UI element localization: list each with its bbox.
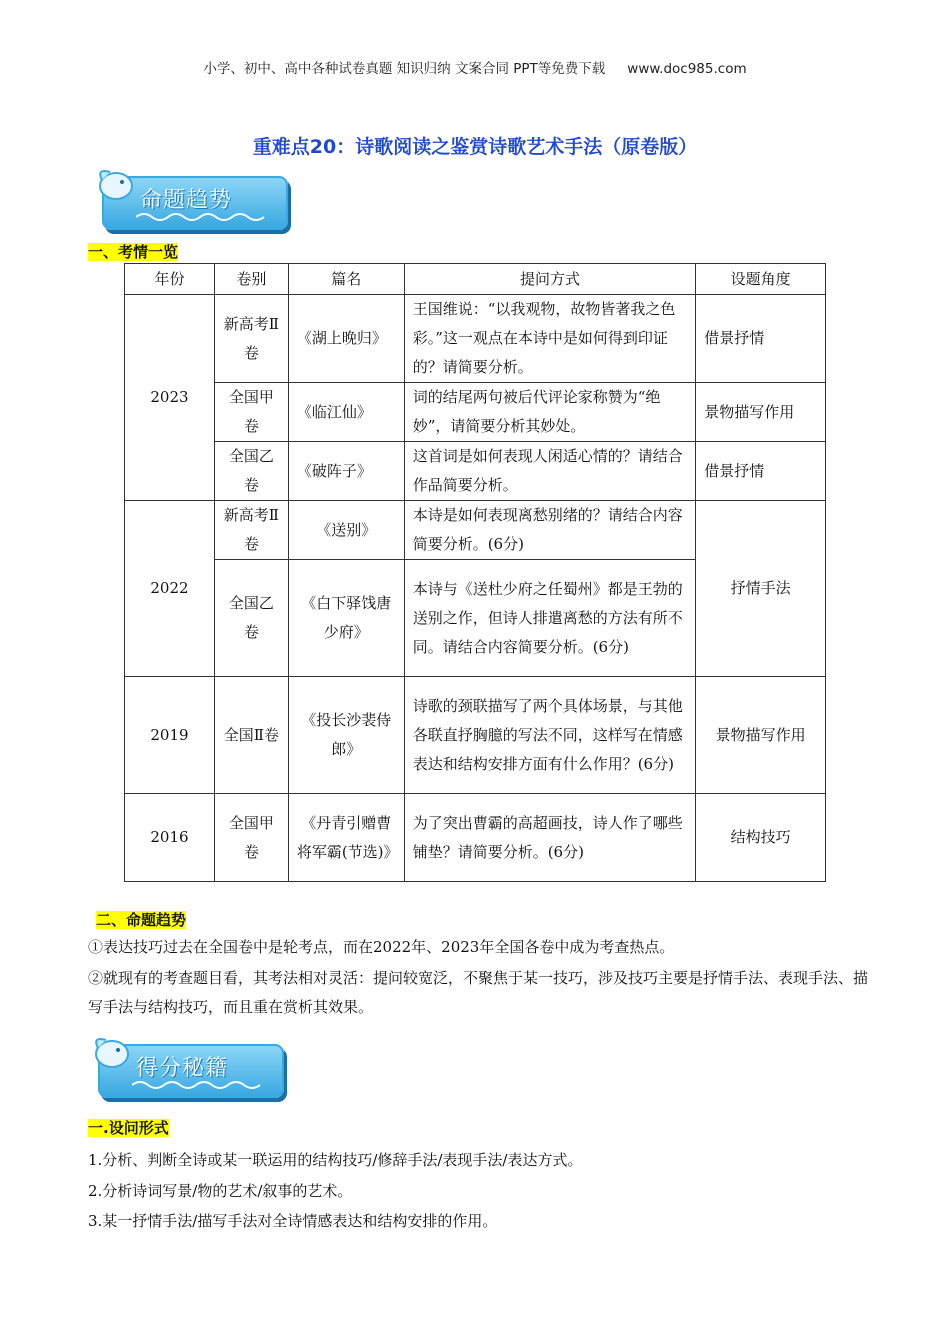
cell-paper: 新高考Ⅱ卷 <box>214 295 288 383</box>
form-item: 2.分析诗词写景/物的艺术/叙事的艺术。 <box>88 1182 353 1200</box>
cell-paper: 全国甲卷 <box>214 794 288 882</box>
cell-question: 这首词是如何表现人闲适心情的？请结合作品简要分析。 <box>404 442 696 501</box>
cell-angle: 景物描写作用 <box>696 677 826 794</box>
table-row <box>125 794 826 882</box>
cell-question: 本诗与《送杜少府之任蜀州》都是王勃的送别之作，但诗人排遣离愁的方法有所不同。请结合内容简要分析。(6分) <box>404 560 696 677</box>
cell-angle: 景物描写作用 <box>696 383 826 442</box>
table-row <box>125 442 826 501</box>
header-year: 年份 <box>125 264 215 295</box>
table-row <box>125 383 826 442</box>
cell-paper: 全国Ⅱ卷 <box>214 677 288 794</box>
banner-label: 命题趋势 <box>140 188 233 213</box>
header-title: 篇名 <box>288 264 404 295</box>
cell-angle: 借景抒情 <box>696 295 826 383</box>
page-title: 重难点20：诗歌阅读之鉴赏诗歌艺术手法（原卷版） <box>252 136 698 158</box>
cell-question: 为了突出曹霸的高超画技，诗人作了哪些铺垫？请简要分析。(6分) <box>404 794 696 882</box>
banner-label: 得分秘籍 <box>136 1056 229 1081</box>
cell-title: 《湖上晚归》 <box>288 295 404 383</box>
cell-question: 诗歌的颈联描写了两个具体场景，与其他各联直抒胸臆的写法不同，这样写在情感表达和结构安排方面有什么作用？(6分) <box>404 677 696 794</box>
cell-question: 词的结尾两句被后代评论家称赞为“绝妙”，请简要分析其妙处。 <box>404 383 696 442</box>
cell-year: 2023 <box>125 295 215 501</box>
wave-icon <box>136 211 276 223</box>
trend-item: ②就现有的考查题目看，其考法相对灵活：提问较宽泛，不聚焦于某一技巧，涉及技巧主要是抒情手法、表现手法、描写手法与结构技巧，而且重在赏析其效果。 <box>88 969 869 1016</box>
cell-paper: 新高考Ⅱ卷 <box>214 501 288 560</box>
table-row <box>125 295 826 383</box>
form-item: 3.某一抒情手法/描写手法对全诗情感表达和结构安排的作用。 <box>88 1212 498 1230</box>
table-header-row <box>125 264 826 295</box>
section-heading-forms: 一.设问形式 <box>88 1119 169 1137</box>
cell-title: 《临江仙》 <box>288 383 404 442</box>
cell-title: 《白下驿饯唐少府》 <box>288 560 404 677</box>
header-question: 提问方式 <box>404 264 696 295</box>
banner-tips <box>92 1036 292 1106</box>
header-angle: 设题角度 <box>696 264 826 295</box>
cell-title: 《投长沙裴侍郎》 <box>288 677 404 794</box>
cell-title: 《丹青引赠曹将军霸(节选)》 <box>288 794 404 882</box>
cell-paper: 全国乙卷 <box>214 442 288 501</box>
cell-angle: 结构技巧 <box>696 794 826 882</box>
cell-title: 《送别》 <box>288 501 404 560</box>
cell-year: 2022 <box>125 501 215 677</box>
cell-year: 2019 <box>125 677 215 794</box>
cell-paper: 全国乙卷 <box>214 560 288 677</box>
header-url: www.doc985.com <box>627 61 747 77</box>
exam-table <box>124 263 826 882</box>
cell-year: 2016 <box>125 794 215 882</box>
cell-angle: 借景抒情 <box>696 442 826 501</box>
header-paper: 卷别 <box>214 264 288 295</box>
wave-icon <box>132 1079 272 1091</box>
form-item: 1.分析、判断全诗或某一联运用的结构技巧/修辞手法/表现手法/表达方式。 <box>88 1151 583 1169</box>
cell-question: 王国维说：“以我观物，故物皆著我之色彩。”这一观点在本诗中是如何得到印证的？请简要分析。 <box>404 295 696 383</box>
cell-paper: 全国甲卷 <box>214 383 288 442</box>
dolphin-icon <box>88 1028 140 1080</box>
section-heading-trend: 二、命题趋势 <box>96 911 187 929</box>
dolphin-icon <box>92 160 144 212</box>
header-text: 小学、初中、高中各种试卷真题 知识归纳 文案合同 PPT等免费下载 <box>203 61 606 77</box>
section-heading-overview: 一、考情一览 <box>88 243 179 261</box>
trend-item: ①表达技巧过去在全国卷中是轮考点，而在2022年、2023年全国各卷中成为考查热点。 <box>88 938 675 956</box>
cell-angle: 抒情手法 <box>696 501 826 677</box>
table-row <box>125 501 826 560</box>
page-header <box>0 57 950 77</box>
cell-title: 《破阵子》 <box>288 442 404 501</box>
banner-trend <box>96 168 296 238</box>
table-row <box>125 677 826 794</box>
cell-question: 本诗是如何表现离愁别绪的？请结合内容简要分析。(6分) <box>404 501 696 560</box>
